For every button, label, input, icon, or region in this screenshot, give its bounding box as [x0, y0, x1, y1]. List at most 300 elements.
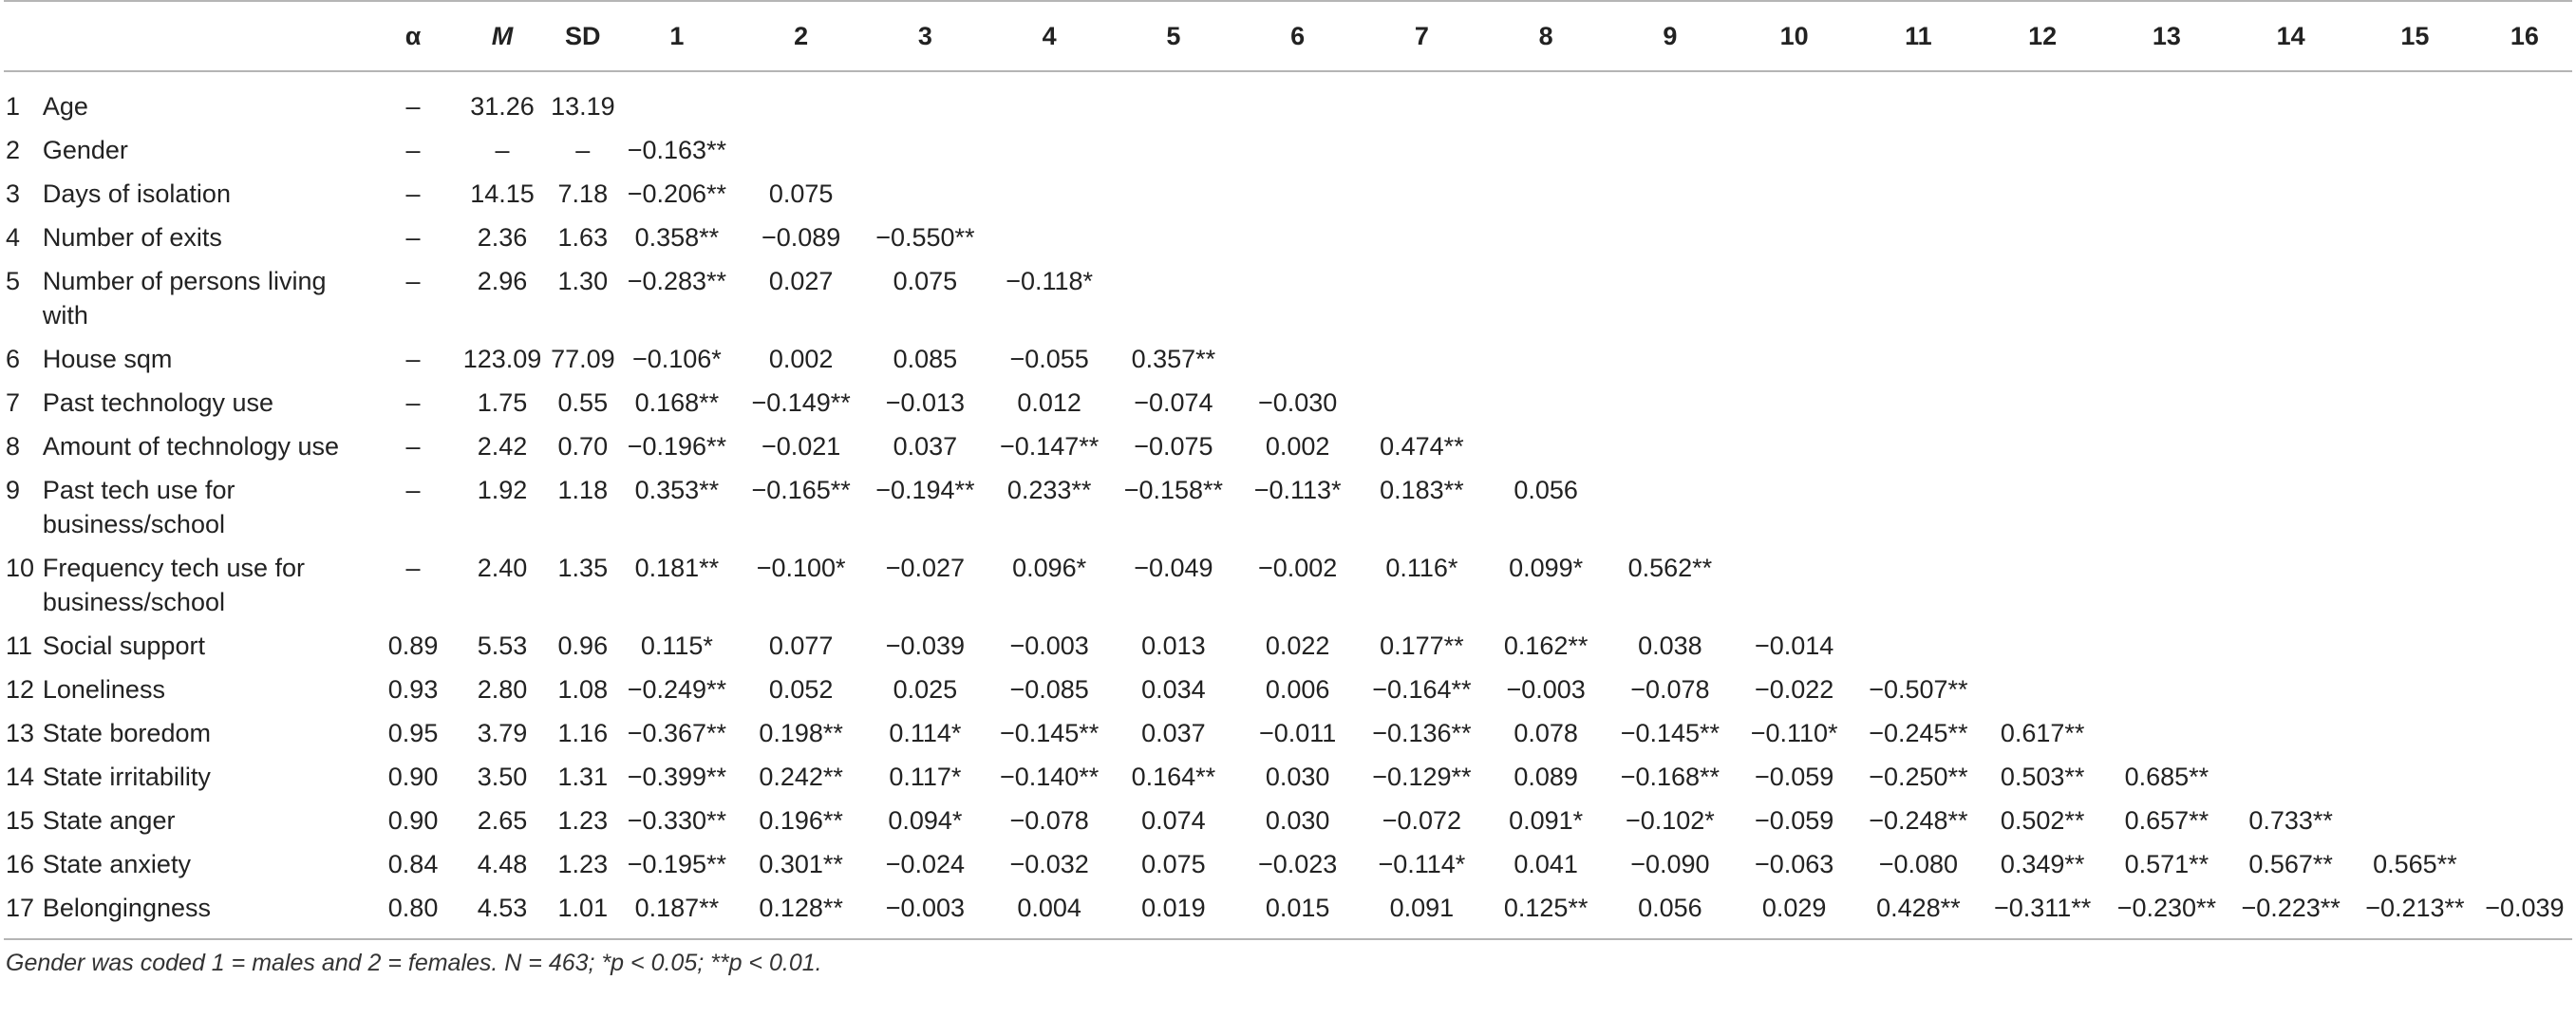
alpha-cell: – [405, 345, 421, 373]
row-number: 13 [6, 719, 35, 747]
empty-cell [1484, 172, 1608, 216]
sd-cell: 7.18 [557, 179, 609, 208]
correlation-cell: −0.011 [1258, 719, 1337, 747]
column-header: 6 [1235, 1, 1360, 71]
correlation-cell: −0.165** [751, 476, 851, 504]
table-row [4, 546, 2572, 624]
row-number: 16 [6, 850, 35, 878]
empty-cell [987, 71, 1112, 128]
empty-cell [1235, 172, 1360, 216]
correlation-cell: −0.223** [2228, 886, 2353, 939]
empty-cell [2228, 216, 2353, 259]
empty-cell [2477, 668, 2572, 711]
empty-cell [1360, 128, 1484, 172]
table-row [4, 886, 2572, 939]
empty-cell [2353, 711, 2477, 755]
empty-cell [1360, 172, 1484, 216]
empty-cell [2477, 216, 2572, 259]
table-header [4, 1, 2572, 71]
empty-cell [1981, 172, 2105, 216]
empty-cell [1856, 624, 1981, 668]
column-header: 9 [1608, 1, 1733, 71]
empty-cell [1732, 172, 1856, 216]
empty-cell [987, 128, 1112, 172]
empty-cell [1484, 216, 1608, 259]
correlation-cell: −0.013 [885, 388, 966, 417]
correlation-cell: 0.019 [1112, 886, 1236, 939]
column-header: 11 [1856, 1, 1981, 71]
empty-cell [1608, 424, 1733, 468]
correlation-cell: −0.039 [885, 632, 966, 660]
empty-cell [2477, 546, 2572, 624]
mean-cell: 3.79 [477, 719, 528, 747]
mean-cell: 4.48 [477, 850, 528, 878]
correlation-cell: 0.571** [2124, 850, 2209, 878]
correlation-cell: −0.283** [627, 267, 727, 295]
empty-cell [863, 128, 987, 172]
empty-cell [2353, 381, 2477, 424]
table-row [4, 424, 2572, 468]
correlation-cell: −0.085 [1009, 675, 1089, 704]
row-number: 2 [6, 136, 21, 164]
empty-cell [1981, 668, 2105, 711]
empty-cell [2228, 381, 2353, 424]
correlation-cell: 0.233** [1006, 476, 1092, 504]
correlation-cell: 0.074 [1141, 806, 1206, 835]
empty-cell [1608, 71, 1733, 128]
correlation-cell: 0.078 [1514, 719, 1578, 747]
table-row [4, 337, 2572, 381]
empty-cell [1732, 71, 1856, 128]
correlation-cell: −0.158** [1123, 476, 1224, 504]
empty-cell [1484, 424, 1608, 468]
empty-cell [1732, 128, 1856, 172]
empty-cell [2353, 424, 2477, 468]
empty-cell [2477, 259, 2572, 337]
empty-cell [1360, 337, 1484, 381]
correlation-cell: 0.168** [634, 388, 720, 417]
empty-cell [2228, 711, 2353, 755]
correlation-cell: −0.311** [1981, 886, 2105, 939]
empty-cell [1112, 259, 1236, 337]
mean-cell: 2.40 [477, 554, 528, 582]
correlation-cell: −0.106* [631, 345, 722, 373]
empty-cell [1732, 468, 1856, 546]
empty-cell [863, 71, 987, 128]
correlation-cell: 0.002 [1265, 432, 1330, 461]
correlation-cell: 0.075 [893, 267, 958, 295]
row-number: 1 [6, 92, 21, 121]
column-header: M [454, 1, 551, 71]
correlation-cell: −0.078 [1630, 675, 1710, 704]
empty-cell [1981, 337, 2105, 381]
variable-name: State anxiety [42, 850, 191, 878]
correlation-cell: −0.118* [1006, 267, 1094, 295]
empty-cell [2477, 172, 2572, 216]
correlation-cell: −0.032 [1009, 850, 1089, 878]
empty-cell [1981, 259, 2105, 337]
row-number: 7 [6, 388, 21, 417]
correlation-cell: −0.072 [1382, 806, 1462, 835]
mean-cell: 2.36 [477, 223, 528, 252]
empty-cell [2477, 128, 2572, 172]
alpha-cell: 0.95 [387, 719, 439, 747]
variable-name: Amount of technology use [42, 432, 340, 461]
empty-cell [1484, 128, 1608, 172]
correlation-cell: 0.187** [615, 886, 740, 939]
empty-cell [1360, 71, 1484, 128]
empty-cell [1732, 216, 1856, 259]
empty-cell [1856, 259, 1981, 337]
empty-cell [1484, 259, 1608, 337]
correlation-cell: 0.177** [1380, 632, 1464, 660]
correlation-cell: 0.091* [1509, 806, 1584, 835]
empty-cell [1112, 71, 1236, 128]
correlation-cell: 0.117* [889, 763, 962, 791]
correlation-cell: 0.052 [768, 675, 834, 704]
empty-cell [2477, 468, 2572, 546]
correlation-cell: 0.085 [893, 345, 958, 373]
correlation-cell: 0.198** [759, 719, 843, 747]
empty-cell [1608, 128, 1733, 172]
empty-cell [1981, 71, 2105, 128]
correlation-cell: −0.113* [1253, 476, 1342, 504]
empty-cell [1981, 468, 2105, 546]
empty-cell [2353, 172, 2477, 216]
empty-cell [2105, 668, 2229, 711]
empty-cell [987, 216, 1112, 259]
column-header: 3 [863, 1, 987, 71]
empty-cell [1235, 216, 1360, 259]
alpha-cell: 0.80 [372, 886, 454, 939]
empty-cell [1856, 172, 1981, 216]
empty-cell [2477, 71, 2572, 128]
correlation-cell: 0.617** [2000, 719, 2085, 747]
variable-name: Belongingness [43, 886, 372, 939]
correlation-cell: 0.301** [759, 850, 843, 878]
correlation-cell: 0.358** [634, 223, 720, 252]
correlation-cell: −0.399** [627, 763, 727, 791]
correlation-cell: 0.041 [1514, 850, 1578, 878]
empty-cell [1235, 71, 1360, 128]
alpha-cell: – [405, 136, 421, 164]
empty-cell [2353, 546, 2477, 624]
sd-cell: 0.70 [557, 432, 609, 461]
empty-cell [2353, 755, 2477, 799]
correlation-cell: 0.029 [1732, 886, 1856, 939]
alpha-cell: – [405, 179, 421, 208]
correlation-cell: −0.164** [1372, 675, 1472, 704]
mean-cell: 4.53 [454, 886, 551, 939]
mean-cell: 2.42 [477, 432, 528, 461]
mean-cell: 2.80 [477, 675, 528, 704]
correlation-cell: 0.242** [759, 763, 843, 791]
empty-cell [1484, 337, 1608, 381]
empty-cell [2105, 71, 2229, 128]
empty-cell [1856, 424, 1981, 468]
variable-name: Days of isolation [42, 179, 231, 208]
column-header: 1 [615, 1, 740, 71]
correlation-cell: 0.116* [1385, 554, 1458, 582]
correlation-cell: −0.024 [885, 850, 966, 878]
correlation-cell: 0.094* [888, 806, 963, 835]
correlation-cell: 0.162** [1503, 632, 1589, 660]
empty-cell [1608, 216, 1733, 259]
empty-cell [1856, 71, 1981, 128]
empty-cell [615, 71, 740, 128]
correlation-cell: 0.030 [1265, 806, 1330, 835]
correlation-cell: −0.249** [627, 675, 727, 704]
empty-cell [1856, 381, 1981, 424]
row-number: 5 [6, 267, 21, 295]
empty-cell [1732, 337, 1856, 381]
sd-cell: 13.19 [551, 92, 615, 121]
table-row [4, 755, 2572, 799]
correlation-cell: −0.055 [1009, 345, 1089, 373]
sd-cell: 1.30 [557, 267, 609, 295]
correlation-cell: −0.114* [1378, 850, 1466, 878]
correlation-cell: −0.039 [2477, 886, 2572, 939]
table-row [4, 799, 2572, 842]
table-row [4, 381, 2572, 424]
sd-cell: 1.01 [551, 886, 614, 939]
variable-name: Gender [42, 136, 128, 164]
correlation-cell: −0.145** [1620, 719, 1720, 747]
correlation-cell: −0.213** [2353, 886, 2477, 939]
variable-name: State irritability [42, 763, 211, 791]
column-header: 15 [2353, 1, 2477, 71]
correlation-cell: 0.002 [768, 345, 834, 373]
mean-cell: 2.96 [477, 267, 528, 295]
correlation-cell: 0.474** [1380, 432, 1464, 461]
mean-cell: 5.53 [477, 632, 528, 660]
empty-cell [1732, 424, 1856, 468]
correlation-cell: 0.196** [759, 806, 843, 835]
empty-cell [1981, 546, 2105, 624]
column-header: 16 [2477, 1, 2572, 71]
empty-cell [1856, 468, 1981, 546]
row-number: 10 [6, 554, 35, 582]
empty-cell [1112, 128, 1236, 172]
correlation-cell: 0.565** [2373, 850, 2457, 878]
correlation-cell: 0.015 [1235, 886, 1360, 939]
correlation-cell: −0.145** [999, 719, 1100, 747]
correlation-cell: −0.163** [627, 136, 727, 164]
empty-cell [1732, 259, 1856, 337]
correlation-cell: −0.075 [1134, 432, 1213, 461]
variable-name: Age [42, 92, 88, 121]
table-row [4, 216, 2572, 259]
empty-cell [2228, 755, 2353, 799]
correlation-cell: 0.037 [1141, 719, 1206, 747]
empty-cell [1608, 172, 1733, 216]
correlation-cell: −0.003 [1009, 632, 1089, 660]
correlation-cell: 0.006 [1265, 675, 1330, 704]
sd-cell: 0.96 [557, 632, 609, 660]
empty-cell [1981, 424, 2105, 468]
correlation-cell: 0.022 [1265, 632, 1330, 660]
correlation-cell: −0.206** [627, 179, 727, 208]
sd-cell: 77.09 [551, 345, 615, 373]
column-header: 5 [1112, 1, 1236, 71]
alpha-cell: – [405, 223, 421, 252]
correlation-cell: −0.090 [1630, 850, 1710, 878]
column-header: 10 [1732, 1, 1856, 71]
empty-cell [1112, 216, 1236, 259]
sd-cell: 1.63 [557, 223, 609, 252]
empty-cell [2477, 755, 2572, 799]
empty-cell [2105, 381, 2229, 424]
empty-cell [1856, 337, 1981, 381]
correlation-cell: −0.022 [1754, 675, 1834, 704]
correlation-cell: −0.059 [1754, 763, 1834, 791]
correlation-cell: −0.129** [1372, 763, 1472, 791]
correlation-cell: −0.089 [761, 223, 841, 252]
empty-cell [1484, 71, 1608, 128]
empty-cell [1360, 259, 1484, 337]
empty-cell [1360, 216, 1484, 259]
mean-cell: 1.75 [477, 388, 528, 417]
correlation-cell: 0.115* [640, 632, 713, 660]
empty-cell [2228, 71, 2353, 128]
empty-cell [2228, 546, 2353, 624]
empty-cell [2105, 624, 2229, 668]
sd-cell: 1.16 [557, 719, 609, 747]
table-row [4, 468, 2572, 546]
sd-cell: 1.08 [557, 675, 609, 704]
table-row [4, 842, 2572, 886]
empty-cell [2477, 381, 2572, 424]
alpha-cell: – [405, 92, 421, 121]
alpha-cell: – [405, 432, 421, 461]
empty-cell [2228, 424, 2353, 468]
correlation-cell: −0.014 [1754, 632, 1834, 660]
correlation-cell: 0.013 [1141, 632, 1206, 660]
sd-cell: 0.55 [557, 388, 609, 417]
correlation-cell: −0.080 [1878, 850, 1959, 878]
variable-name: Past technology use [42, 388, 274, 417]
row-number: 15 [6, 806, 35, 835]
empty-cell [2353, 624, 2477, 668]
empty-cell [2353, 216, 2477, 259]
empty-cell [2105, 216, 2229, 259]
correlation-cell: −0.367** [627, 719, 727, 747]
correlation-cell: 0.099* [1509, 554, 1584, 582]
variable-name: State anger [42, 806, 176, 835]
empty-cell [2228, 128, 2353, 172]
column-header: 12 [1981, 1, 2105, 71]
header-row [4, 1, 2572, 71]
alpha-cell: – [405, 267, 421, 295]
column-header: α [372, 1, 454, 71]
correlation-cell: −0.248** [1869, 806, 1968, 835]
correlation-cell: 0.733** [2248, 806, 2333, 835]
correlation-cell: 0.025 [893, 675, 958, 704]
table-row [4, 128, 2572, 172]
column-header: 4 [987, 1, 1112, 71]
empty-cell [2228, 337, 2353, 381]
row-number: 9 [6, 476, 21, 504]
empty-cell [2105, 128, 2229, 172]
empty-cell [2105, 337, 2229, 381]
correlation-cell: 0.012 [1017, 388, 1081, 417]
sd-cell: – [575, 136, 591, 164]
correlation-cell: −0.002 [1257, 554, 1338, 582]
mean-cell: – [495, 136, 510, 164]
correlation-cell: 0.091 [1360, 886, 1484, 939]
empty-cell [2105, 259, 2229, 337]
empty-cell [1112, 172, 1236, 216]
empty-cell [2353, 71, 2477, 128]
empty-cell [2228, 172, 2353, 216]
correlation-cell: 0.004 [987, 886, 1112, 939]
correlation-cell: 0.056 [1514, 476, 1578, 504]
empty-cell [1608, 468, 1733, 546]
empty-cell [2228, 468, 2353, 546]
correlation-cell: −0.330** [627, 806, 727, 835]
row-number: 11 [6, 632, 33, 660]
empty-cell [2228, 624, 2353, 668]
correlation-cell: −0.110* [1750, 719, 1838, 747]
table-footnote: Gender was coded 1 = males and 2 = females. N = 463; *p < 0.05; **p < 0.01. [6, 950, 822, 976]
column-header: 2 [739, 1, 863, 71]
correlation-cell: 0.357** [1131, 345, 1216, 373]
empty-cell [739, 128, 863, 172]
correlation-cell: −0.102* [1625, 806, 1715, 835]
sd-cell: 1.23 [557, 806, 609, 835]
variable-name: Number of persons living with [42, 267, 327, 330]
column-header: 8 [1484, 1, 1608, 71]
correlation-cell: 0.183** [1380, 476, 1464, 504]
correlation-cell: −0.078 [1009, 806, 1089, 835]
mean-cell: 31.26 [470, 92, 535, 121]
correlation-cell: −0.030 [1257, 388, 1338, 417]
correlation-cell: −0.195** [627, 850, 727, 878]
empty-cell [2105, 424, 2229, 468]
empty-cell [2477, 624, 2572, 668]
empty-cell [1360, 381, 1484, 424]
correlation-cell: −0.023 [1257, 850, 1338, 878]
sd-cell: 1.18 [557, 476, 609, 504]
correlation-cell: −0.168** [1620, 763, 1720, 791]
correlation-cell: −0.074 [1134, 388, 1213, 417]
correlation-cell: 0.353** [634, 476, 720, 504]
correlation-cell: −0.149** [751, 388, 851, 417]
empty-cell [2353, 128, 2477, 172]
row-number: 8 [6, 432, 21, 461]
correlation-cell: 0.125** [1484, 886, 1608, 939]
correlation-cell: −0.140** [999, 763, 1100, 791]
correlation-cell: −0.027 [885, 554, 966, 582]
empty-cell [1484, 381, 1608, 424]
variable-name: House sqm [42, 345, 173, 373]
empty-cell [2477, 424, 2572, 468]
correlation-cell: −0.147** [999, 432, 1100, 461]
empty-cell [2353, 259, 2477, 337]
empty-cell [1981, 128, 2105, 172]
mean-cell: 3.50 [477, 763, 528, 791]
correlation-cell: 0.502** [2000, 806, 2085, 835]
correlation-cell: 0.027 [768, 267, 834, 295]
empty-cell [1981, 624, 2105, 668]
empty-cell [2105, 711, 2229, 755]
column-header: 13 [2105, 1, 2229, 71]
correlation-cell: 0.089 [1514, 763, 1578, 791]
correlation-cell: −0.250** [1869, 763, 1968, 791]
correlation-cell: 0.349** [2000, 850, 2085, 878]
alpha-cell: – [405, 476, 421, 504]
empty-cell [1235, 128, 1360, 172]
